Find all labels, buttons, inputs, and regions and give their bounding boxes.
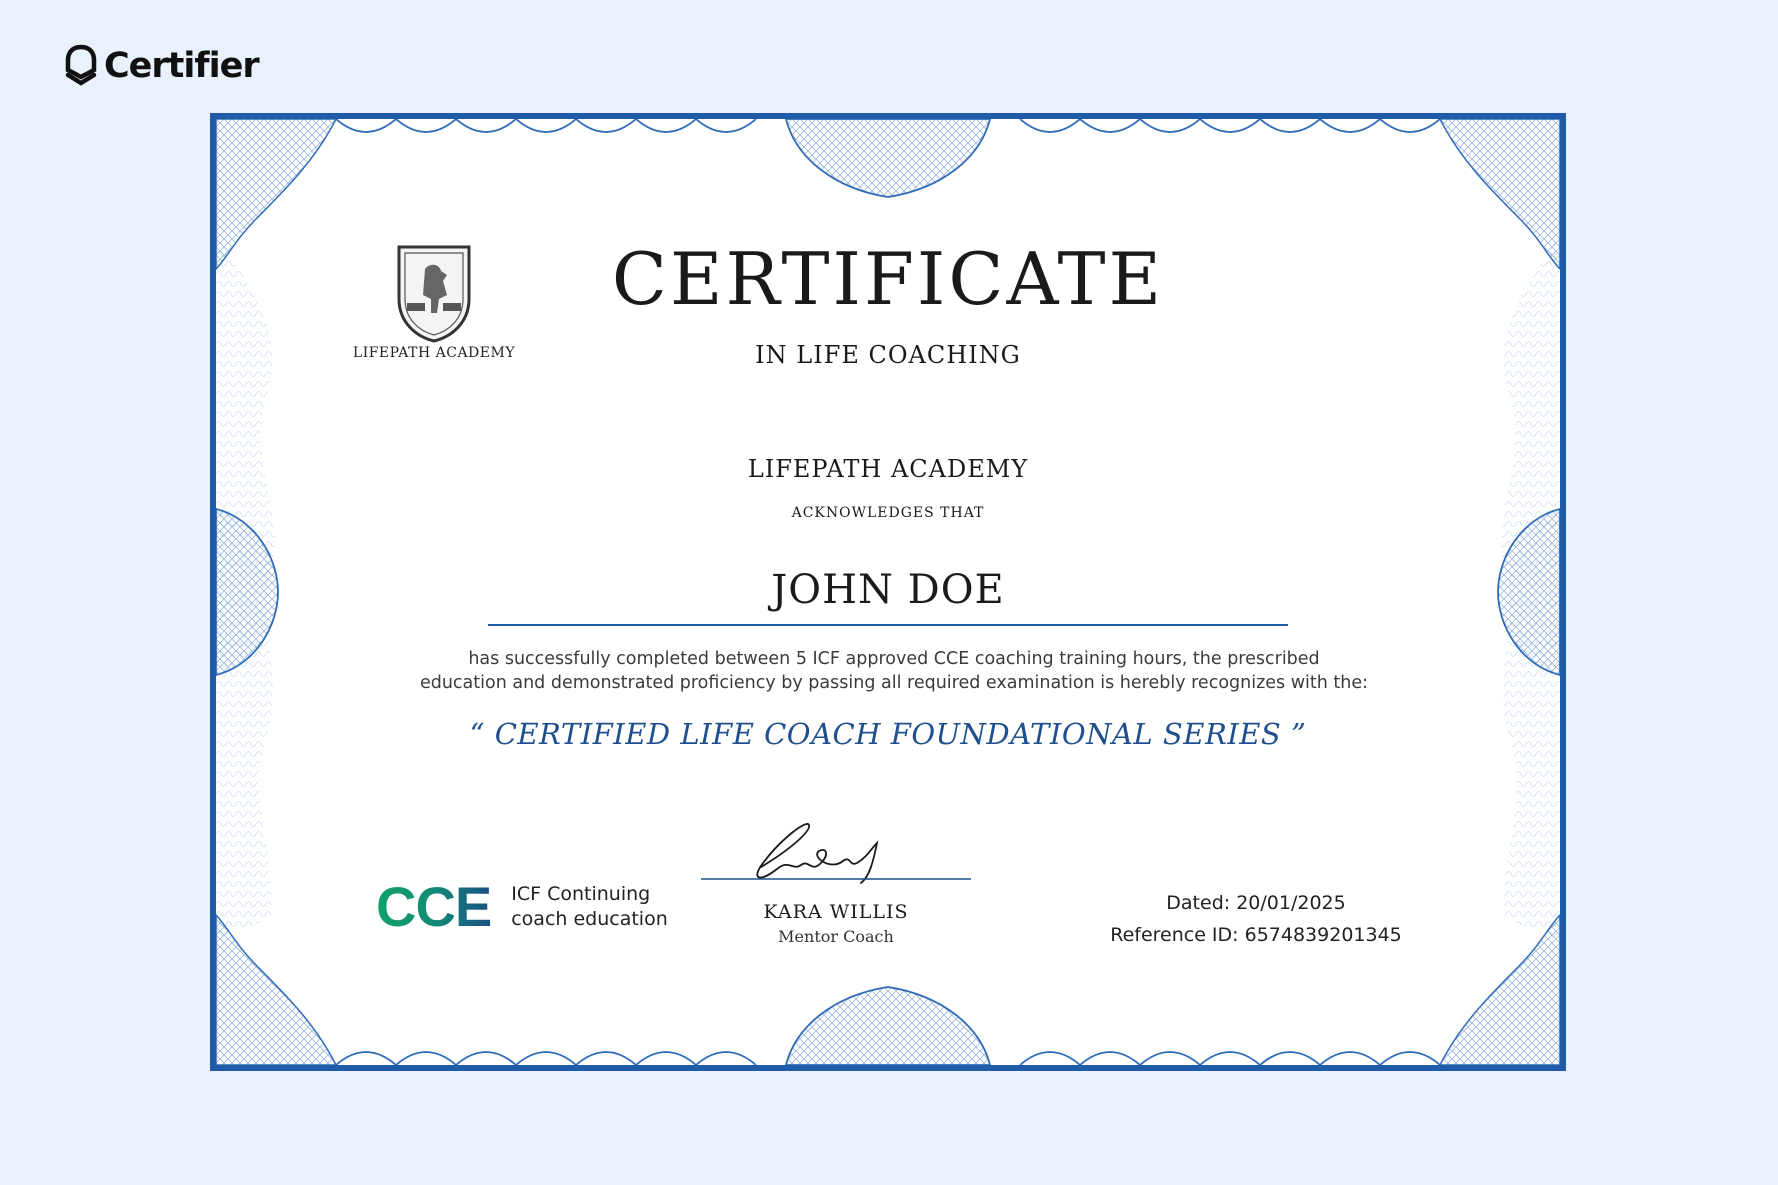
recipient-name: JOHN DOE <box>771 567 1005 613</box>
certificate-body <box>366 647 1422 695</box>
certifier-brand <box>64 44 259 88</box>
certificate-title: CERTIFICATE <box>611 237 1165 321</box>
certificate-subtitle: IN LIFE COACHING <box>755 341 1021 369</box>
program-title: “ CERTIFIED LIFE COACH FOUNDATIONAL SERIES ” <box>469 717 1307 751</box>
cce-line-2: coach education <box>511 908 668 930</box>
signer-role: Mentor Coach <box>778 927 894 946</box>
cce-text <box>511 882 668 932</box>
crest-label: LIFEPATH ACADEMY <box>352 345 516 361</box>
handwritten-signature <box>701 819 971 901</box>
dated-text: Dated: 20/01/2025 <box>1166 892 1346 914</box>
reference-id-text: Reference ID: 6574839201345 <box>1110 924 1402 946</box>
signer-name: KARA WILLIS <box>763 901 909 923</box>
certificate-meta <box>1086 887 1426 951</box>
signature-block <box>686 819 986 946</box>
certificate <box>210 113 1566 1071</box>
cce-badge <box>376 875 668 938</box>
recipient-underline <box>488 624 1288 626</box>
cce-line-1: ICF Continuing <box>511 883 651 905</box>
brand-name: Certifier <box>104 46 259 86</box>
issuer-name: LIFEPATH ACADEMY <box>747 455 1029 483</box>
body-line-2: education and demonstrated proficiency by passing all required examination is herebly recognizes with the: <box>419 673 1369 693</box>
certifier-logo-icon <box>64 44 98 88</box>
body-line-1: has successfully completed between 5 ICF approved CCE coaching training hours, the prescribed <box>468 649 1320 669</box>
acknowledges-text: ACKNOWLEDGES THAT <box>791 505 985 521</box>
cce-logo: CCE <box>376 875 492 938</box>
